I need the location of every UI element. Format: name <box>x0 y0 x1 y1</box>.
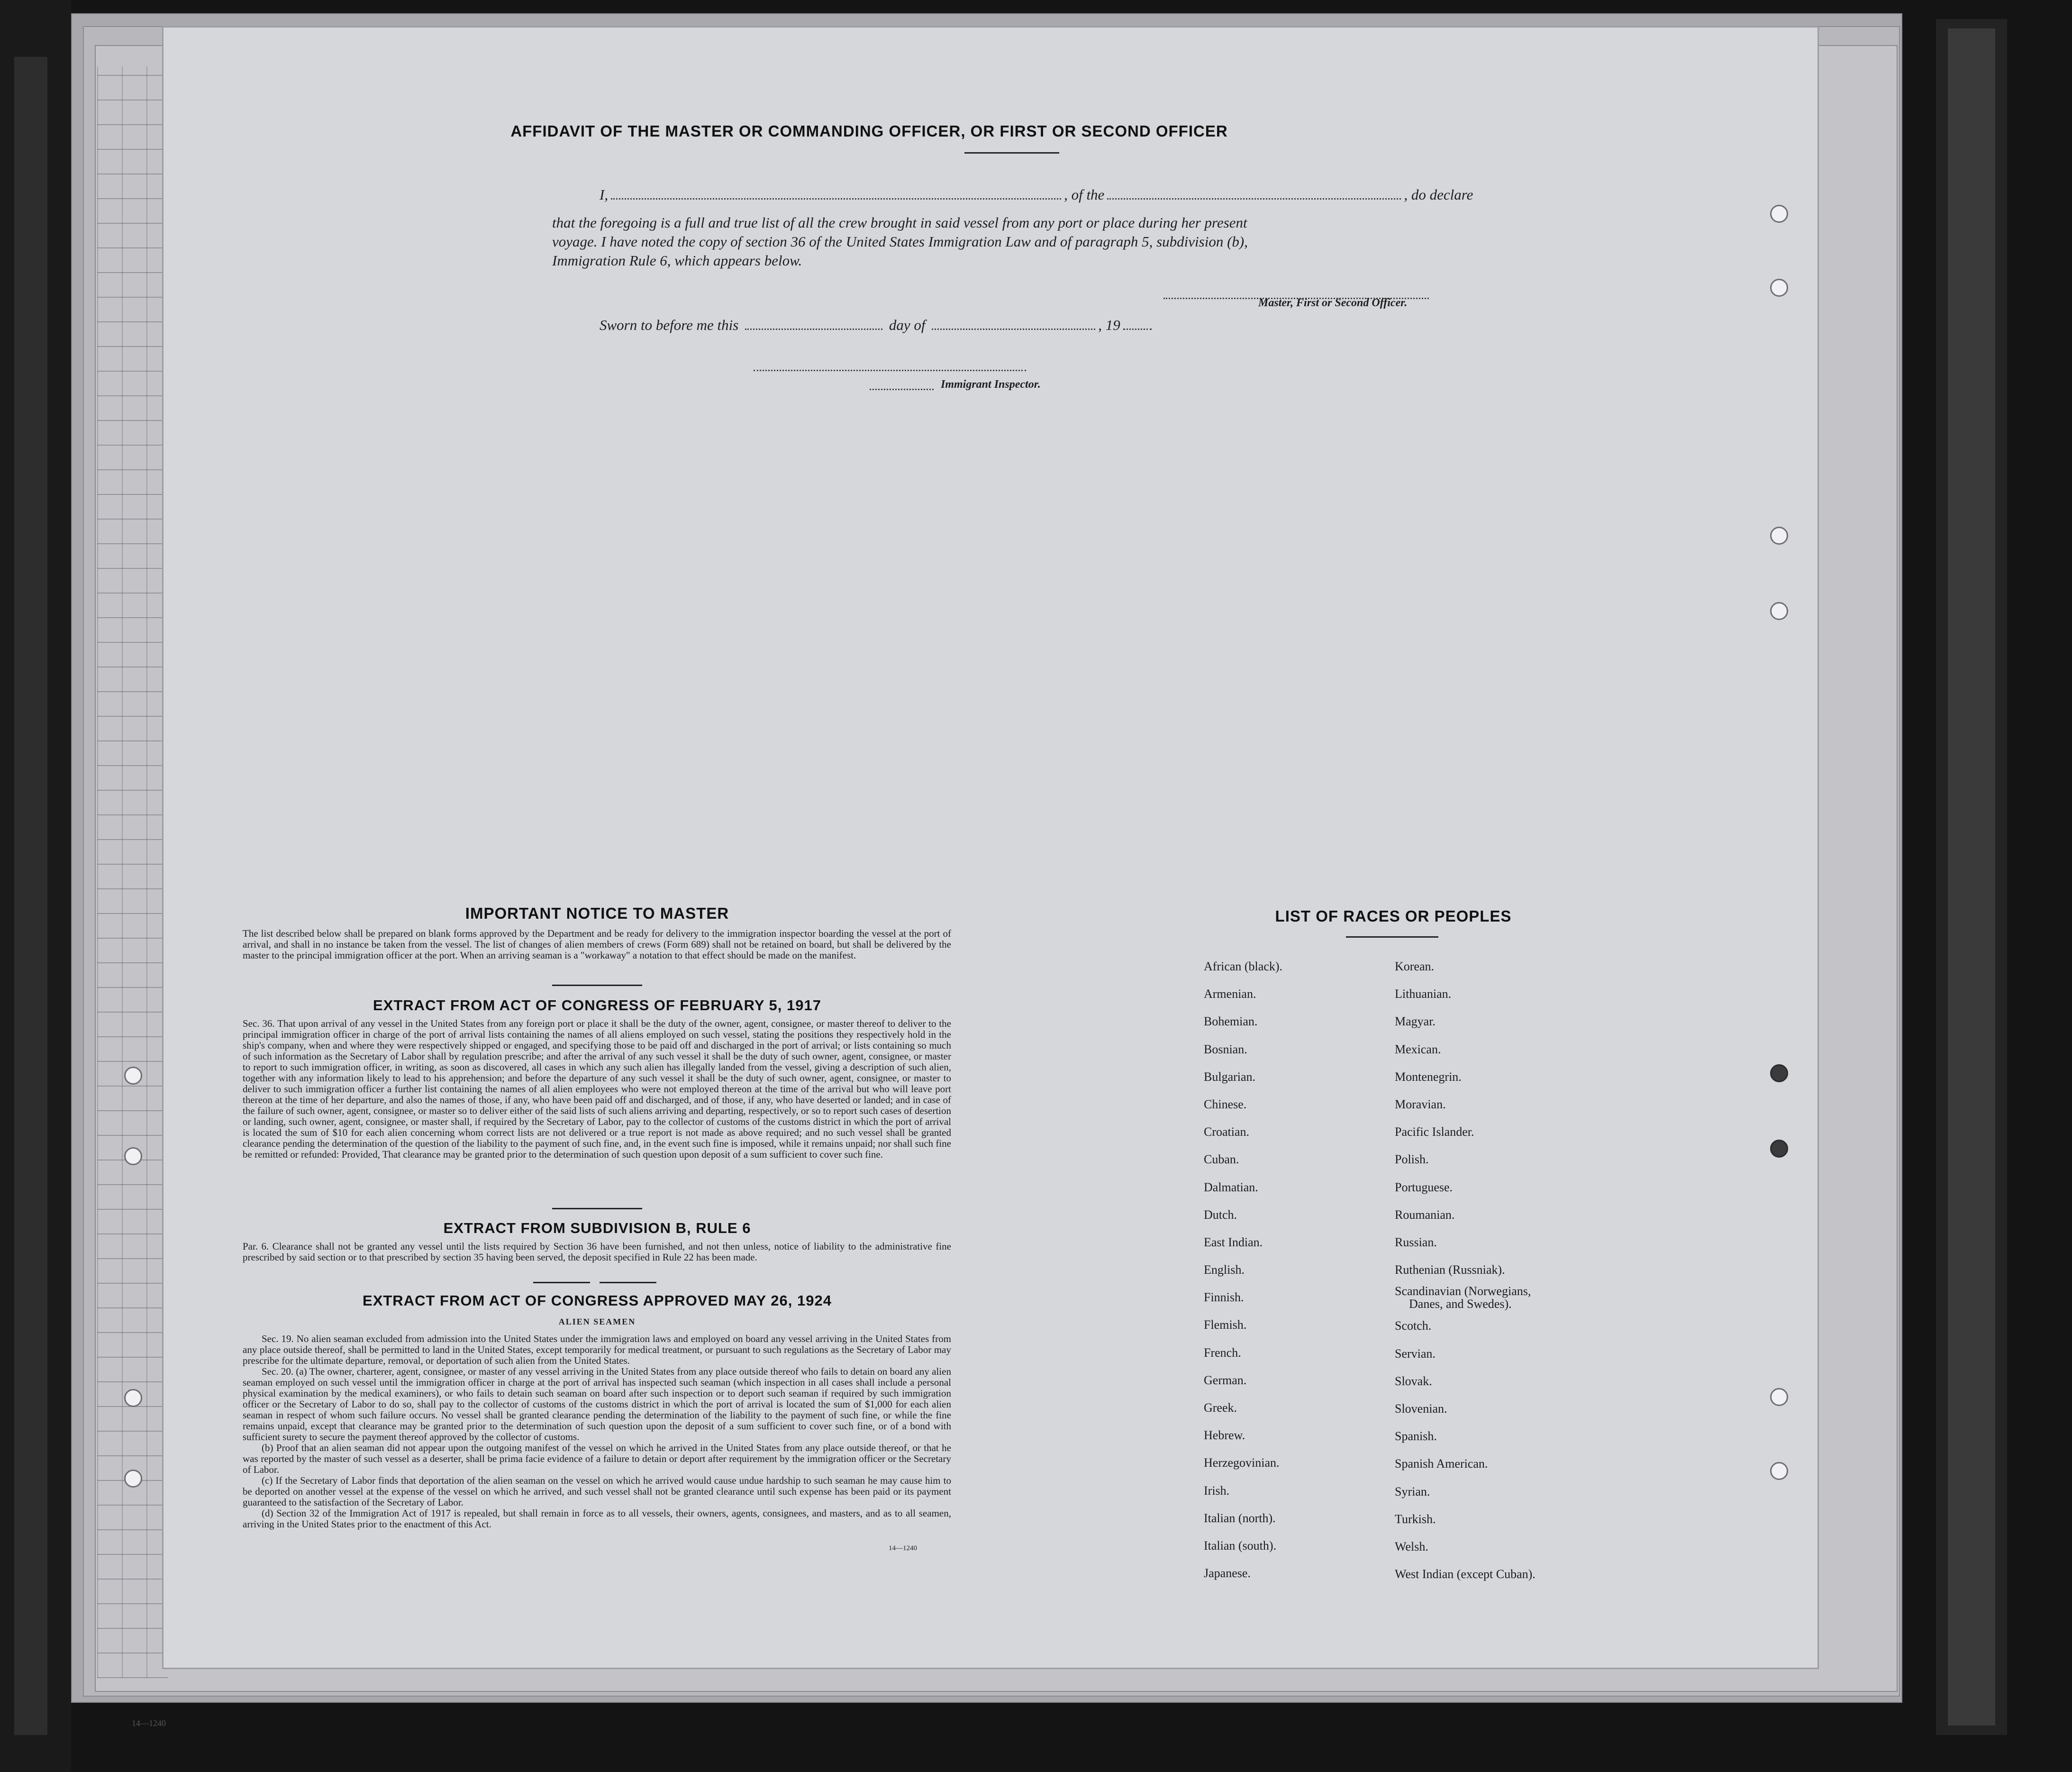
race-item: Turkish. <box>1395 1512 1436 1526</box>
sworn-prefix: Sworn to before me this <box>600 317 739 333</box>
affidavit-line-2: that the foregoing is a full and true list of all the crew brought in said vessel from any port or place during her present <box>552 214 1247 231</box>
race-item: Hebrew. <box>1204 1428 1245 1443</box>
race-item: Scandinavian (Norwegians, <box>1395 1284 1531 1298</box>
race-item: Greek. <box>1204 1401 1237 1415</box>
race-item: African (black). <box>1204 959 1283 973</box>
form-number: 14—1240 <box>889 1544 917 1552</box>
declaration-line <box>600 179 1633 210</box>
race-item: Korean. <box>1395 959 1435 973</box>
affidavit-sheet <box>164 27 1818 1668</box>
race-item: Ruthenian (Russniak). <box>1395 1263 1505 1277</box>
affidavit-line-3: voyage. I have noted the copy of section 36 of the United States Immigration Law and of paragraph 5, subdivision (b), <box>552 233 1248 250</box>
race-item: Bohemian. <box>1204 1014 1258 1029</box>
race-item-continuation: Danes, and Swedes). <box>1409 1297 1512 1311</box>
race-item: Croatian. <box>1204 1125 1250 1139</box>
section-rule-pair <box>533 1282 656 1283</box>
binder-hole <box>1770 205 1788 223</box>
affidavit-title: AFFIDAVIT OF THE MASTER OR COMMANDING OFFICER, OR FIRST OR SECOND OFFICER <box>510 122 1228 140</box>
of-the-text: , of the <box>1064 186 1105 203</box>
binder-hole <box>1770 1462 1788 1480</box>
race-item: Bosnian. <box>1204 1042 1247 1056</box>
sec-20c-text: (c) If the Secretary of Labor finds that deportation of the alien seaman on the vessel on which he arrived would cause undue hardship to such seaman he may cause him to be deported on another vessel at the expense of the vessel on which he arrived, and such vessel shall not be granted clearance until such expense has been paid or its payment guaranteed to the satisfaction of the Secretary of Labor. <box>243 1475 951 1508</box>
binder-hole <box>1770 279 1788 297</box>
binder-hole <box>124 1389 142 1407</box>
race-item: Spanish American. <box>1395 1457 1488 1471</box>
races-column-1 <box>1204 953 1282 1587</box>
binder-hole <box>1770 1064 1788 1082</box>
race-item: West Indian (except Cuban). <box>1395 1567 1536 1581</box>
sworn-day-blank[interactable] <box>745 328 882 330</box>
race-item: Japanese. <box>1204 1566 1251 1580</box>
extract-1917-text: Sec. 36. That upon arrival of any vessel in the United States from any foreign port or place it shall be the duty of the owner, agent, consignee, or master thereof to deliver to the principal immigration officer in charge of the port of arrival lists containing the names of all aliens employed on such vessel, stating the positions they respectively hold in the ship's company, when and where they were respectively shipped or engaged, and specifying those to be paid off and discharged in the port of arrival; or lists containing so much of such information as the Secretary of Labor shall by regulation prescribe; and after the arrival of any such vessel it shall be the duty of such owner, agent, consignee, or master to report to such immigration officer, in writing, as soon as discovered, all cases in which any such alien has illegally landed from the vessel, giving a description of such alien, together with any information likely to lead to his apprehension; and before the departure of any such vessel it shall be the duty of such owner, agent, consignee, or master to deliver to such immigration officer a further list containing the names of all alien employees who were not employed thereon at the time of the arrival but who will leave port thereon at the time of her departure, and also the names of those, if any, who have been paid off and discharged, and of those, if any, who have deserted or landed; and in case of the failure of such owner, agent, consignee, or master so to deliver either of the said lists of such aliens arriving and departing, respectively, or so to report such cases of desertion or landing, such owner, agent, consignee, or master shall, if required by the Secretary of Labor, pay to the collector of customs of the customs district in which the port of arrival is located the sum of $10 for each alien concerning whom correct lists are not delivered or a true report is not made as above required; and no such vessel shall be granted clearance pending the determination of the question of the liability to the payment of such fine, and, in the event such fine is imposed, while it remains unpaid; nor shall such fine be remitted or refunded: Provided, That clearance may be granted prior to the determination of such question upon deposit of a sum sufficient to cover such fine. <box>243 1018 951 1160</box>
sec-20d-text: (d) Section 32 of the Immigration Act of 1917 is repealed, but shall remain in force as to all vessels, their owners, agents, consignees, and masters, and as to all seamen, arriving in the United States prior to the enactment of this Act. <box>243 1507 951 1530</box>
race-item: Slovenian. <box>1395 1402 1447 1416</box>
binder-hole <box>1770 1140 1788 1158</box>
races-rule <box>1346 936 1438 938</box>
binder-hole <box>124 1470 142 1488</box>
inspector-label: Immigrant Inspector. <box>941 378 1041 391</box>
sworn-month-blank[interactable] <box>932 328 1095 330</box>
race-item: English. <box>1204 1263 1245 1277</box>
binder-hole <box>124 1067 142 1085</box>
binder-hole <box>1770 602 1788 620</box>
sec-20b-text: (b) Proof that an alien seaman did not appear upon the outgoing manifest of the vessel on which he arrived in the United States from any place outside thereof, or that he was reported by the master of such vessel as a deserter, shall be prima facie evidence of a failure to detain or deport after requirement by the immigration officer or the Secretary of Labor. <box>243 1442 951 1475</box>
race-item: Dalmatian. <box>1204 1180 1258 1194</box>
name-blank[interactable] <box>611 198 1061 200</box>
signature-label: Master, First or Second Officer. <box>1258 297 1408 309</box>
notice-text: The list described below shall be prepared on blank forms approved by the Department and be ready for delivery to the immigration inspector boarding the vessel at the port of arrival, and shall in no instance be taken from the vessel. The list of changes of alien members of crews (Form 689) shall not be retained on board, but shall be delivered by the master to the principal immigration officer at the port. When an arriving seaman is a "workaway" a notation to that effect should be made on the manifest. <box>243 928 951 961</box>
affidavit-body <box>552 213 1633 270</box>
form-number-bottom: 14—1240 <box>132 1718 166 1728</box>
race-item: Welsh. <box>1395 1539 1428 1553</box>
race-item: Chinese. <box>1204 1097 1247 1111</box>
race-item: Mexican. <box>1395 1042 1441 1056</box>
affidavit-line-4: Immigration Rule 6, which appears below. <box>552 252 802 269</box>
subdivision-text: Par. 6. Clearance shall not be granted any vessel until the lists required by Section 36 have been furnished, and not then unless, notice of liability to the administrative fine prescribed by said section or to that prescribed by section 35 having been served, the deposit specified in Rule 22 has been made. <box>243 1241 951 1263</box>
vessel-blank[interactable] <box>1107 198 1401 200</box>
affidavit-text <box>600 179 1633 210</box>
notice-title: IMPORTANT NOTICE TO MASTER <box>465 904 729 922</box>
races-column-2 <box>1395 953 1536 1588</box>
race-item: Magyar. <box>1395 1014 1436 1029</box>
race-item: Armenian. <box>1204 987 1256 1001</box>
race-item: Servian. <box>1395 1346 1436 1361</box>
sworn-year-text: , 19 <box>1098 317 1120 333</box>
binder-hole <box>124 1147 142 1165</box>
subdivision-title: EXTRACT FROM SUBDIVISION B, RULE 6 <box>443 1220 751 1236</box>
extract-1917-title: EXTRACT FROM ACT OF CONGRESS OF FEBRUARY 5, 1917 <box>373 997 821 1014</box>
race-item: Dutch. <box>1204 1207 1237 1222</box>
declare-text: , do declare <box>1404 186 1473 203</box>
race-item: Italian (south). <box>1204 1538 1277 1553</box>
races-title: LIST OF RACES OR PEOPLES <box>1275 907 1512 925</box>
sworn-day-text: day of <box>889 317 926 333</box>
race-item-two-line <box>1395 1284 1536 1312</box>
right-binding-strip <box>1948 28 1995 1726</box>
race-item: Syrian. <box>1395 1484 1430 1498</box>
race-item: Roumanian. <box>1395 1207 1455 1222</box>
extract-1924-body <box>243 1334 951 1530</box>
sworn-year-blank[interactable] <box>1123 328 1152 330</box>
race-item: Polish. <box>1395 1152 1429 1167</box>
section-rule <box>552 1208 642 1209</box>
race-item: French. <box>1204 1345 1241 1360</box>
race-item: East Indian. <box>1204 1235 1263 1249</box>
race-item: Spanish. <box>1395 1429 1437 1443</box>
race-item: Cuban. <box>1204 1152 1239 1167</box>
extract-1924-title: EXTRACT FROM ACT OF CONGRESS APPROVED MAY 26, 1924 <box>363 1292 832 1309</box>
race-item: Finnish. <box>1204 1290 1244 1305</box>
binder-hole <box>1770 527 1788 545</box>
race-item: Irish. <box>1204 1483 1230 1498</box>
race-item: Russian. <box>1395 1235 1437 1249</box>
sworn-line <box>600 317 1152 334</box>
race-item: Pacific Islander. <box>1395 1125 1474 1139</box>
race-item: Montenegrin. <box>1395 1069 1462 1084</box>
sec-20a-text: Sec. 20. (a) The owner, charterer, agent, consignee, or master of any vessel arriving in the United States from any place outside thereof who fails to detain on board any alien seaman employed on such vessel until the immigration officer in charge at the port of arrival has inspected such seaman (which inspection in all cases shall include a personal physical examination by the medical examiners), or who fails to detain such seaman on board after such inspection or to deport such seaman if required by such immigration officer or the Secretary of Labor to do so, shall pay to the collector of customs of the customs district in which the port of arrival is located the sum of $1,000 for each alien seaman in respect of whom such failure occurs. No vessel shall be granted clearance pending the determination of the liability to the payment of such fine, or while the fine remains unpaid, except that clearance may be granted prior to the determination of such question upon the deposit of a sum sufficient to cover such fine, or of a bond with sufficient surety to secure the payment thereof approved by the collector of customs. <box>243 1366 951 1443</box>
race-item: Lithuanian. <box>1395 987 1452 1001</box>
section-rule <box>552 985 642 986</box>
title-rule <box>964 152 1059 154</box>
inspector-blank[interactable] <box>754 365 1026 374</box>
declarant-prefix: I, <box>600 186 609 203</box>
extract-1924-subtitle: ALIEN SEAMEN <box>558 1317 636 1326</box>
binder-hole <box>1770 1388 1788 1406</box>
race-item: German. <box>1204 1373 1247 1387</box>
inspector-blank-short[interactable] <box>870 384 934 393</box>
race-item: Italian (north). <box>1204 1511 1276 1525</box>
race-item: Scotch. <box>1395 1319 1432 1333</box>
race-item: Herzegovinian. <box>1204 1456 1280 1470</box>
ledger-grid-edge <box>97 66 168 1678</box>
race-item: Moravian. <box>1395 1097 1446 1111</box>
sec-19-text: Sec. 19. No alien seaman excluded from admission into the United States under the immigration laws and employed on board any vessel arriving in the United States from any place outside thereof, shall be permitted to land in the United States, except temporarily for medical treatment, or pursuant to such regulations as the Secretary of Labor may prescribe for the ultimate departure, removal, or deportation of such alien from the United States. <box>243 1333 951 1366</box>
race-item: Portuguese. <box>1395 1180 1453 1194</box>
race-item: Flemish. <box>1204 1318 1247 1332</box>
race-item: Bulgarian. <box>1204 1069 1256 1084</box>
race-item: Slovak. <box>1395 1374 1432 1388</box>
left-binding-strip <box>14 57 47 1735</box>
